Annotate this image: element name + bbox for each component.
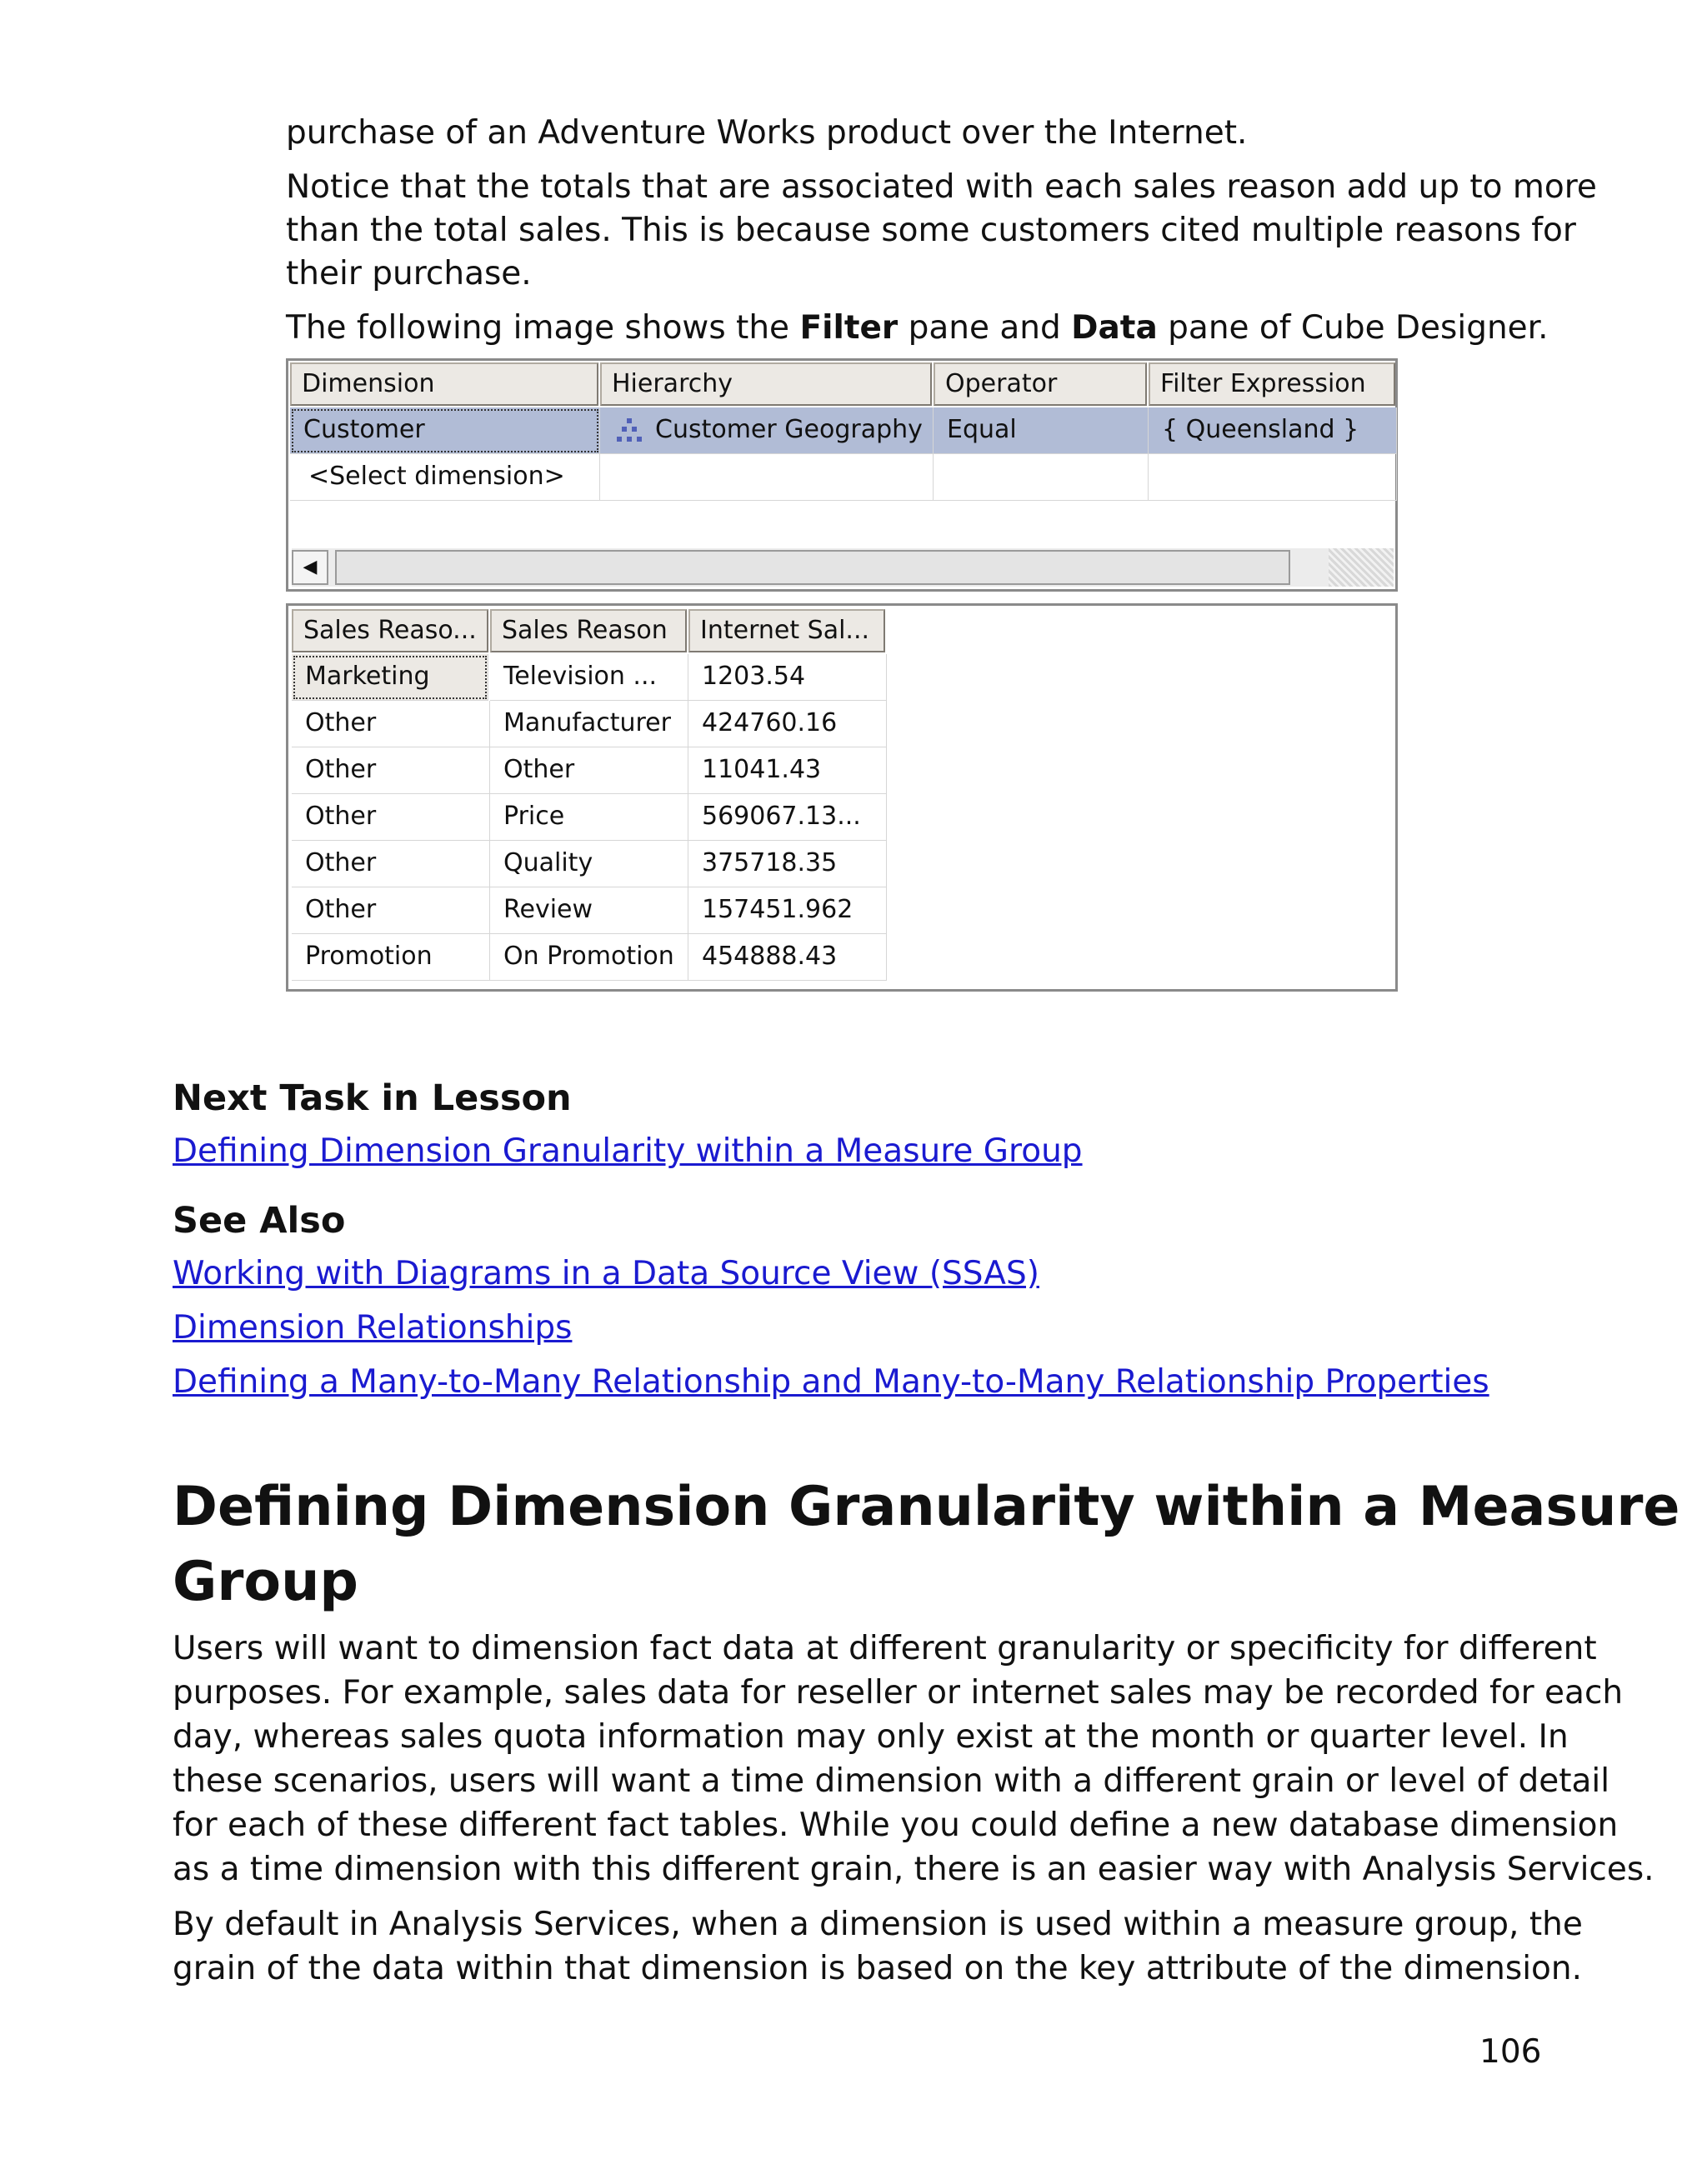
filter-header-operator[interactable]: Operator	[934, 362, 1147, 406]
data-pane	[286, 603, 1398, 992]
data-cell[interactable]: Other	[292, 701, 490, 747]
filter-cell-hierarchy[interactable]	[600, 407, 934, 454]
next-task-heading: Next Task in Lesson	[173, 1077, 572, 1119]
caption-text: pane of Cube Designer.	[1157, 309, 1549, 347]
filter-cell-expression[interactable]: { Queensland }	[1149, 407, 1397, 454]
see-also-link-many-to-many[interactable]: Defining a Many-to-Many Relationship and Many-to-Many Relationship Properties	[173, 1363, 1489, 1401]
data-cell[interactable]: 375718.35	[688, 841, 887, 887]
intro-line: purchase of an Adventure Works product over the Internet.	[286, 114, 1248, 152]
arrow-left-icon: ◀	[303, 557, 318, 577]
see-also-link-dimension-relationships[interactable]: Dimension Relationships	[173, 1309, 573, 1347]
data-cell[interactable]: Other	[292, 747, 490, 794]
notice-line-2: than the total sales. This is because some customers cited multiple reasons for	[286, 212, 1576, 249]
paragraph-line: By default in Analysis Services, when a dimension is used within a measure group, the	[173, 1906, 1583, 1943]
horizontal-scrollbar[interactable]	[292, 548, 1394, 587]
notice-line-3: their purchase.	[286, 255, 532, 292]
data-cell[interactable]: 157451.962	[688, 887, 887, 934]
filter-cell-empty[interactable]	[934, 454, 1149, 501]
hierarchy-value: Customer Geography	[655, 415, 923, 444]
filter-cell-empty[interactable]	[1149, 454, 1397, 501]
filter-pane	[286, 358, 1398, 592]
cube-designer-screenshot	[286, 358, 1398, 992]
paragraph-line: as a time dimension with this different grain, there is an easier way with Analysis Services.	[173, 1851, 1654, 1888]
filter-cell-empty[interactable]	[600, 454, 934, 501]
scroll-thumb[interactable]	[335, 550, 1290, 585]
filter-header-dimension[interactable]: Dimension	[290, 362, 598, 406]
data-cell[interactable]: Television ...	[490, 654, 688, 701]
paragraph-line: grain of the data within that dimension is based on the key attribute of the dimension.	[173, 1950, 1583, 1987]
see-also-link-diagrams[interactable]: Working with Diagrams in a Data Source View (SSAS)	[173, 1255, 1039, 1292]
notice-line-1: Notice that the totals that are associated with each sales reason add up to more	[286, 168, 1597, 206]
data-cell[interactable]: 569067.13...	[688, 794, 887, 841]
data-cell[interactable]: Promotion	[292, 934, 490, 981]
caption-text: The following image shows the	[286, 309, 800, 347]
see-also-heading: See Also	[173, 1200, 346, 1242]
data-cell[interactable]: Manufacturer	[490, 701, 688, 747]
data-cell[interactable]: 11041.43	[688, 747, 887, 794]
data-cell[interactable]: Quality	[490, 841, 688, 887]
hierarchy-icon	[615, 417, 643, 445]
section-title-line-1: Defining Dimension Granularity within a Measure	[173, 1476, 1680, 1538]
caption-bold-data: Data	[1071, 309, 1158, 347]
data-header-reason[interactable]: Sales Reason	[490, 609, 687, 652]
data-cell[interactable]: Other	[490, 747, 688, 794]
paragraph-line: purposes. For example, sales data for reseller or internet sales may be recorded for each	[173, 1674, 1624, 1712]
filter-cell-operator[interactable]: Equal	[934, 407, 1149, 454]
image-caption	[286, 306, 1549, 350]
data-cell[interactable]: On Promotion	[490, 934, 688, 981]
data-cell[interactable]: Price	[490, 794, 688, 841]
data-cell[interactable]: Other	[292, 794, 490, 841]
data-cell[interactable]: Review	[490, 887, 688, 934]
data-cell[interactable]: 454888.43	[688, 934, 887, 981]
filter-cell-select-dimension[interactable]: <Select dimension>	[290, 454, 600, 501]
data-cell[interactable]: Marketing	[292, 654, 488, 701]
resize-grip[interactable]	[1329, 548, 1394, 587]
filter-cell-dimension[interactable]: Customer	[290, 407, 600, 454]
data-cell[interactable]: 1203.54	[688, 654, 887, 701]
filter-header-hierarchy[interactable]: Hierarchy	[600, 362, 932, 406]
paragraph-line: day, whereas sales quota information may only exist at the month or quarter level. In	[173, 1718, 1569, 1756]
paragraph-line: for each of these different fact tables. While you could define a new database dimension	[173, 1807, 1619, 1844]
data-header-reason-type[interactable]: Sales Reaso...	[292, 609, 488, 652]
data-header-internet-sales[interactable]: Internet Sal...	[688, 609, 885, 652]
data-cell[interactable]: 424760.16	[688, 701, 887, 747]
paragraph-line: Users will want to dimension fact data at different granularity or specificity for different	[173, 1630, 1597, 1667]
next-task-link[interactable]: Defining Dimension Granularity within a Measure Group	[173, 1132, 1083, 1170]
scroll-left-button[interactable]	[292, 550, 328, 585]
data-cell[interactable]: Other	[292, 841, 490, 887]
page-number: 106	[1479, 2033, 1542, 2071]
section-title-line-2: Group	[173, 1551, 358, 1613]
caption-bold-filter: Filter	[799, 309, 899, 347]
paragraph-line: these scenarios, users will want a time dimension with a different grain or level of detail	[173, 1762, 1610, 1800]
caption-text: pane and	[898, 309, 1072, 347]
filter-header-expression[interactable]: Filter Expression	[1149, 362, 1395, 406]
data-cell[interactable]: Other	[292, 887, 490, 934]
